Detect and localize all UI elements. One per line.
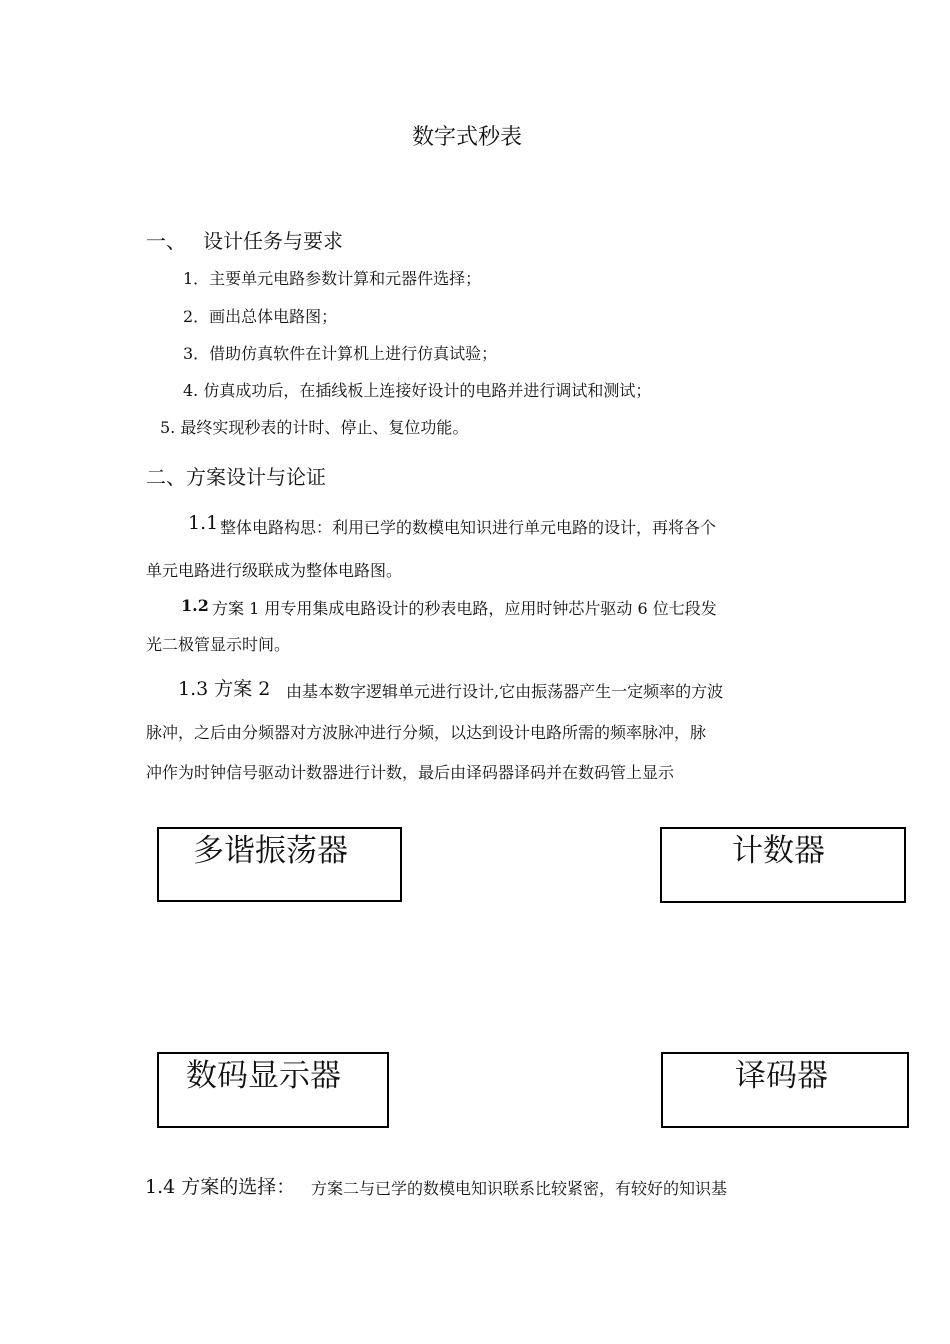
para-1-1-number: 1.1 — [188, 512, 219, 534]
diagram-box-display-label: 数码显示器 — [186, 1058, 341, 1094]
section1-heading: 设计任务与要求 — [203, 229, 343, 253]
para-1-3-line2: 脉冲，之后由分频器对方波脉冲进行分频，以达到设计电路所需的频率脉冲，脉 — [146, 723, 707, 742]
para-1-1-line1: 整体电路构思：利用已学的数模电知识进行单元电路的设计，再将各个 — [220, 518, 717, 537]
para-1-2-number: 1.2 — [181, 596, 209, 615]
diagram-box-oscillator — [157, 827, 402, 902]
diagram-box-decoder — [661, 1052, 909, 1128]
requirement-item-5: 5. 最终实现秒表的计时、停止、复位功能。 — [160, 418, 469, 437]
page-title: 数字式秒表 — [412, 125, 523, 150]
diagram-box-counter — [660, 827, 906, 903]
section2-heading: 二、方案设计与论证 — [146, 465, 326, 489]
requirement-item-2: 2．画出总体电路图； — [183, 307, 338, 326]
requirement-item-3: 3．借助仿真软件在计算机上进行仿真试验； — [183, 344, 498, 363]
requirement-item-4: 4. 仿真成功后，在插线板上连接好设计的电路并进行调试和测试； — [183, 381, 652, 400]
para-1-4-line1: 方案二与已学的数模电知识联系比较紧密，有较好的知识基 — [311, 1179, 728, 1198]
diagram-box-decoder-label: 译码器 — [735, 1058, 828, 1094]
para-1-2-line1: 方案 1 用专用集成电路设计的秒表电路，应用时钟芯片驱动 6 位七段发 — [212, 599, 717, 618]
para-1-3-line1: 由基本数字逻辑单元进行设计,它由振荡器产生一定频率的方波 — [286, 682, 724, 701]
diagram-box-display — [157, 1052, 389, 1128]
para-1-4-number: 1.4 方案的选择： — [145, 1176, 296, 1198]
para-1-2-line2: 光二极管显示时间。 — [146, 635, 291, 654]
diagram-box-counter-label: 计数器 — [732, 833, 825, 869]
para-1-1-line2: 单元电路进行级联成为整体电路图。 — [146, 561, 403, 580]
section1-heading-number: 一、 — [146, 229, 186, 253]
para-1-3-line3: 冲作为时钟信号驱动计数器进行计数，最后由译码器译码并在数码管上显示 — [146, 763, 675, 782]
diagram-box-oscillator-label: 多谐振荡器 — [193, 833, 348, 869]
requirement-item-1: 1．主要单元电路参数计算和元器件选择； — [183, 269, 482, 288]
para-1-3-number: 1.3 方案 2 — [178, 678, 271, 700]
